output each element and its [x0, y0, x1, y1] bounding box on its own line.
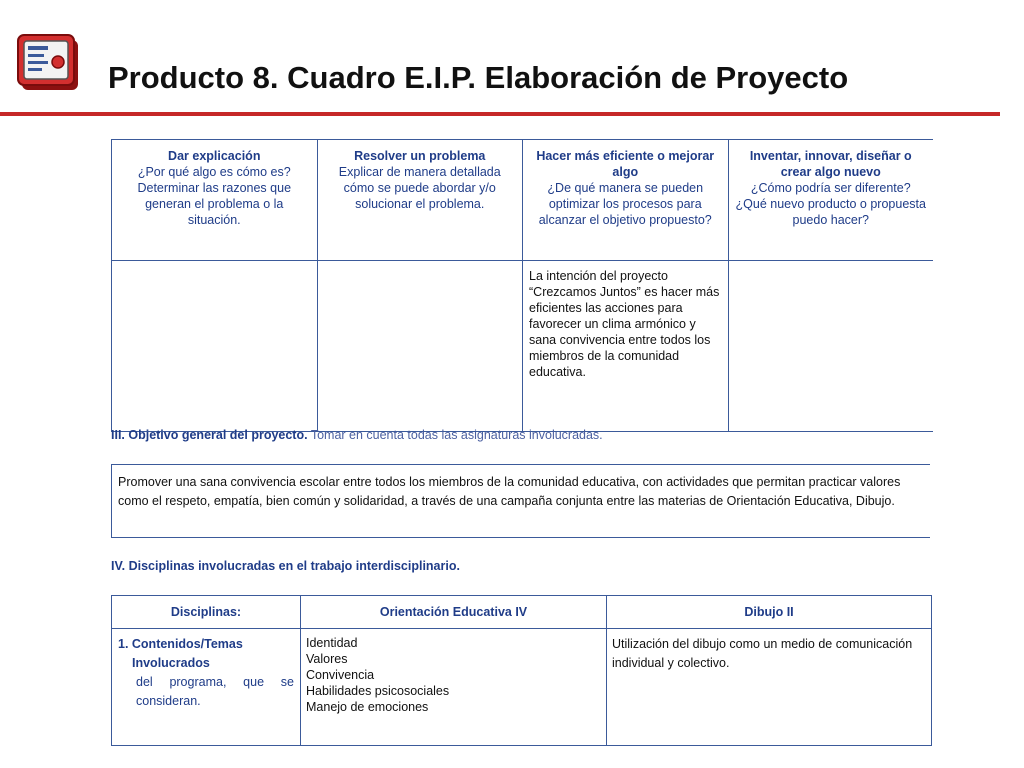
disciplines-heading-label: IV. Disciplinas involucradas en el trabajo interdisciplinario. — [111, 559, 460, 573]
eip-answer-cell: La intención del proyecto “Crezcamos Juntos” es hacer más eficientes las acciones para favorecer un clima armónico y sana convivencia entre todos los miembros de la comunidad educativa. — [523, 261, 729, 432]
topic-item: Identidad — [306, 636, 358, 650]
eip-col-heading: Hacer más eficiente o mejorar algo — [536, 149, 715, 179]
eip-col-description: ¿De qué manera se pueden optimizar los procesos para alcanzar el objetivo propuesto? — [538, 181, 712, 227]
page-title: Producto 8. Cuadro E.I.P. Elaboración de Proyecto — [108, 60, 849, 95]
row-label-sub: del programa, que se consideran. — [136, 675, 294, 708]
eip-col-heading: Dar explicación — [168, 149, 261, 163]
presentation-logo-icon — [16, 32, 82, 94]
eip-col-description: ¿Cómo podría ser diferente? ¿Qué nuevo producto o propuesta puedo hacer? — [735, 181, 926, 227]
eip-answer-cell — [112, 261, 318, 432]
eip-answer-cell — [728, 261, 933, 432]
subject-2-header: Dibujo II — [607, 596, 932, 629]
subject-1-topics — [301, 629, 607, 746]
row-label-line2: Involucrados — [132, 656, 210, 670]
eip-header-row — [112, 140, 934, 261]
eip-col-description: Explicar de manera detallada cómo se puede abordar y/o solucionar el problema. — [338, 165, 501, 211]
objective-text: Promover una sana convivencia escolar entre todos los miembros de la comunidad educativa, con actividades que permitan practicar valores como el respeto, empatía, bien común y solidaridad, a través de una campaña conjunta entre las materias de Orientación Educativa, Dibujo. — [111, 464, 930, 538]
eip-table — [111, 139, 933, 432]
objective-heading-label: III. Objetivo general del proyecto. — [111, 428, 308, 442]
contents-row-label — [112, 629, 301, 746]
eip-answer-cell — [317, 261, 523, 432]
eip-col-improve — [523, 140, 729, 261]
topic-item: Convivencia — [306, 668, 375, 682]
title-divider — [0, 112, 1000, 116]
eip-col-heading: Resolver un problema — [354, 149, 486, 163]
eip-col-explain — [112, 140, 318, 261]
disciplines-table — [111, 595, 932, 746]
eip-col-heading: Inventar, innovar, diseñar o crear algo nuevo — [749, 149, 912, 179]
topic-item: Manejo de emociones — [306, 700, 429, 714]
objective-instruction: Tomar en cuenta todas las asignaturas involucradas. — [307, 428, 603, 442]
row-label-line1: 1. Contenidos/Temas — [118, 637, 243, 651]
topic-item: Habilidades psicosociales — [306, 684, 450, 698]
eip-col-invent — [728, 140, 933, 261]
subject-2-topics: Utilización del dibujo como un medio de comunicación individual y colectivo. — [607, 629, 932, 746]
disciplines-header-row — [112, 596, 932, 629]
eip-col-description: ¿Por qué algo es cómo es? Determinar las razones que generan el problema o la situación. — [137, 165, 292, 227]
topic-item: Valores — [306, 652, 348, 666]
eip-answer-row — [112, 261, 934, 432]
objective-heading — [111, 428, 603, 442]
disciplines-header-label: Disciplinas: — [112, 596, 301, 629]
disciplines-heading — [111, 559, 460, 573]
eip-col-solve — [317, 140, 523, 261]
contents-row — [112, 629, 932, 746]
subject-1-header: Orientación Educativa IV — [301, 596, 607, 629]
